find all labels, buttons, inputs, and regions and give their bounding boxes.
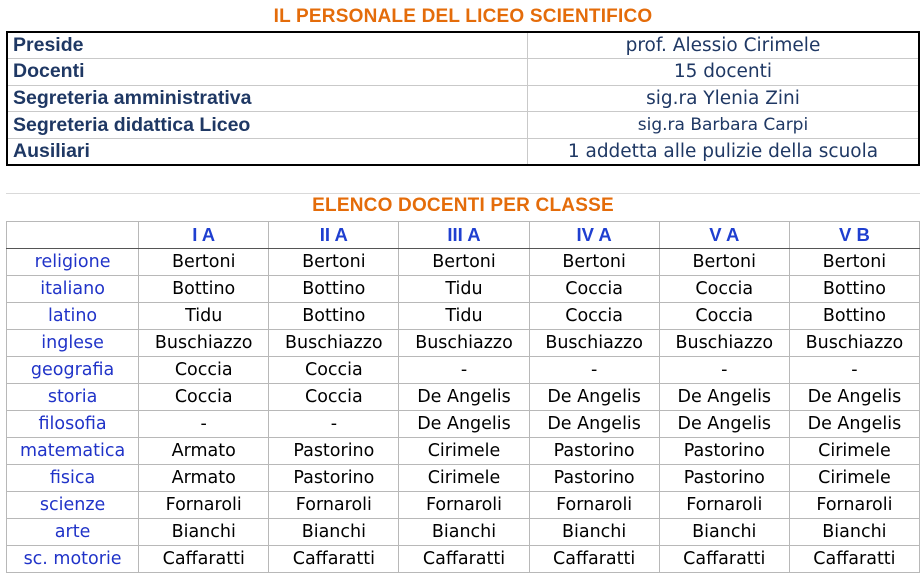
- subject-name: latino: [7, 303, 139, 330]
- staff-role: Segreteria amministrativa: [7, 85, 527, 112]
- subject-row: [7, 330, 920, 357]
- subject-row: [7, 384, 920, 411]
- teacher-cell: De Angelis: [789, 384, 919, 411]
- teacher-cell: Caffaratti: [659, 546, 789, 573]
- teacher-cell: Pastorino: [659, 438, 789, 465]
- teacher-cell: -: [139, 411, 269, 438]
- class-teacher-table: [6, 221, 920, 573]
- teacher-cell: Caffaratti: [139, 546, 269, 573]
- teacher-cell: Caffaratti: [269, 546, 399, 573]
- teacher-cell: Coccia: [269, 384, 399, 411]
- teacher-cell: Caffaratti: [789, 546, 919, 573]
- teacher-cell: Cirimele: [399, 465, 529, 492]
- teacher-cell: De Angelis: [659, 411, 789, 438]
- teacher-cell: Buschiazzo: [139, 330, 269, 357]
- teacher-cell: Caffaratti: [399, 546, 529, 573]
- teacher-cell: Pastorino: [269, 438, 399, 465]
- teacher-cell: Fornaroli: [399, 492, 529, 519]
- teacher-cell: Caffaratti: [529, 546, 659, 573]
- class-table-body: [7, 249, 920, 573]
- subject-name: italiano: [7, 276, 139, 303]
- staff-row: [7, 32, 919, 59]
- teacher-cell: -: [399, 357, 529, 384]
- teacher-cell: De Angelis: [399, 384, 529, 411]
- teacher-cell: Cirimele: [789, 465, 919, 492]
- teacher-cell: Pastorino: [659, 465, 789, 492]
- teacher-cell: Tidu: [139, 303, 269, 330]
- staff-value: 1 addetta alle pulizie della scuola: [527, 138, 919, 165]
- teacher-cell: Fornaroli: [529, 492, 659, 519]
- teacher-cell: Bianchi: [139, 519, 269, 546]
- teacher-cell: De Angelis: [789, 411, 919, 438]
- teacher-cell: Bottino: [269, 303, 399, 330]
- teacher-cell: Bianchi: [399, 519, 529, 546]
- staff-row: [7, 138, 919, 165]
- teacher-cell: Pastorino: [269, 465, 399, 492]
- teacher-cell: -: [789, 357, 919, 384]
- teacher-cell: Bianchi: [659, 519, 789, 546]
- teacher-cell: Cirimele: [399, 438, 529, 465]
- teacher-cell: Bertoni: [269, 249, 399, 276]
- teacher-cell: De Angelis: [529, 384, 659, 411]
- teacher-cell: Bertoni: [659, 249, 789, 276]
- teacher-cell: Bertoni: [789, 249, 919, 276]
- teacher-cell: Bottino: [269, 276, 399, 303]
- subject-name: scienze: [7, 492, 139, 519]
- teacher-cell: Bertoni: [529, 249, 659, 276]
- teacher-cell: Buschiazzo: [269, 330, 399, 357]
- subject-name: fisica: [7, 465, 139, 492]
- teacher-cell: Bottino: [789, 276, 919, 303]
- teacher-cell: Bottino: [789, 303, 919, 330]
- subject-name: inglese: [7, 330, 139, 357]
- teacher-cell: Coccia: [139, 357, 269, 384]
- subject-name: arte: [7, 519, 139, 546]
- subject-name: storia: [7, 384, 139, 411]
- staff-value: prof. Alessio Cirimele: [527, 32, 919, 59]
- subject-row: [7, 519, 920, 546]
- subject-row: [7, 276, 920, 303]
- class-header: I A: [139, 222, 269, 249]
- class-header: V B: [789, 222, 919, 249]
- teacher-cell: Fornaroli: [139, 492, 269, 519]
- subject-row: [7, 438, 920, 465]
- teacher-cell: Buschiazzo: [659, 330, 789, 357]
- staff-table: [6, 31, 920, 166]
- teacher-cell: Pastorino: [529, 465, 659, 492]
- teacher-cell: Fornaroli: [269, 492, 399, 519]
- teacher-cell: Tidu: [399, 276, 529, 303]
- teacher-cell: Buschiazzo: [529, 330, 659, 357]
- teacher-cell: Coccia: [139, 384, 269, 411]
- subject-row: [7, 303, 920, 330]
- teacher-cell: Fornaroli: [789, 492, 919, 519]
- teacher-cell: Buschiazzo: [399, 330, 529, 357]
- staff-role: Ausiliari: [7, 138, 527, 165]
- staff-role: Segreteria didattica Liceo: [7, 112, 527, 139]
- subject-row: [7, 492, 920, 519]
- teacher-cell: Buschiazzo: [789, 330, 919, 357]
- teacher-cell: -: [269, 411, 399, 438]
- teacher-cell: Pastorino: [529, 438, 659, 465]
- subject-name: matematica: [7, 438, 139, 465]
- teacher-cell: -: [659, 357, 789, 384]
- teacher-cell: De Angelis: [529, 411, 659, 438]
- subject-row: [7, 357, 920, 384]
- subject-row: [7, 465, 920, 492]
- subject-row: [7, 546, 920, 573]
- teacher-cell: Bianchi: [789, 519, 919, 546]
- teacher-cell: Armato: [139, 465, 269, 492]
- teacher-cell: Bertoni: [139, 249, 269, 276]
- teacher-cell: Bottino: [139, 276, 269, 303]
- staff-value: sig.ra Barbara Carpi: [527, 112, 919, 139]
- class-header: V A: [659, 222, 789, 249]
- teacher-cell: Coccia: [269, 357, 399, 384]
- staff-role: Preside: [7, 32, 527, 59]
- teacher-cell: Fornaroli: [659, 492, 789, 519]
- teacher-cell: Coccia: [659, 303, 789, 330]
- teacher-cell: Bianchi: [269, 519, 399, 546]
- teacher-cell: Bianchi: [529, 519, 659, 546]
- staff-value: 15 docenti: [527, 59, 919, 86]
- corner-cell: [7, 222, 139, 249]
- subject-name: religione: [7, 249, 139, 276]
- class-header-row: [7, 222, 920, 249]
- class-header: II A: [269, 222, 399, 249]
- staff-row: [7, 112, 919, 139]
- class-header: III A: [399, 222, 529, 249]
- teacher-cell: Bertoni: [399, 249, 529, 276]
- subject-name: geografia: [7, 357, 139, 384]
- staff-role: Docenti: [7, 59, 527, 86]
- staff-value: sig.ra Ylenia Zini: [527, 85, 919, 112]
- teacher-cell: -: [529, 357, 659, 384]
- subject-row: [7, 249, 920, 276]
- staff-row: [7, 85, 919, 112]
- teacher-cell: Coccia: [529, 303, 659, 330]
- class-table-title: ELENCO DOCENTI PER CLASSE: [312, 195, 614, 216]
- teacher-cell: De Angelis: [399, 411, 529, 438]
- teacher-cell: Coccia: [659, 276, 789, 303]
- teacher-cell: Coccia: [529, 276, 659, 303]
- staff-row: [7, 59, 919, 86]
- subject-name: filosofia: [7, 411, 139, 438]
- class-header: IV A: [529, 222, 659, 249]
- subject-name: sc. motorie: [7, 546, 139, 573]
- teacher-cell: Cirimele: [789, 438, 919, 465]
- teacher-cell: Tidu: [399, 303, 529, 330]
- teacher-cell: De Angelis: [659, 384, 789, 411]
- teacher-cell: Armato: [139, 438, 269, 465]
- subject-row: [7, 411, 920, 438]
- page-title: IL PERSONALE DEL LICEO SCIENTIFICO: [273, 6, 653, 27]
